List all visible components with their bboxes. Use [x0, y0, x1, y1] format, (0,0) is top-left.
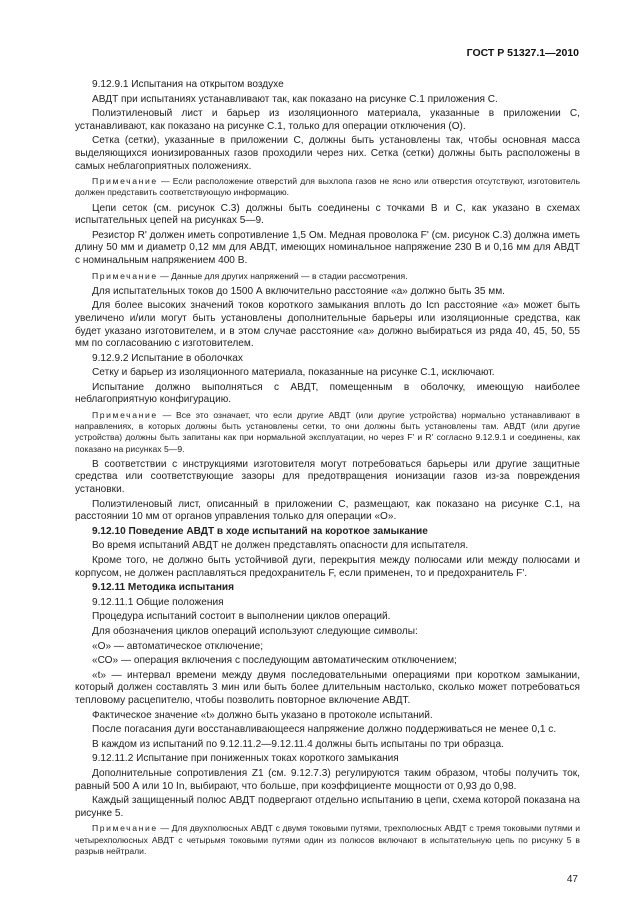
note — [75, 271, 580, 282]
paragraph: Полиэтиленовый лист и барьер из изоляционного материала, указанные в приложении С, устанавливают, как показано на рисунке С.1, только для операции отключения (О). — [75, 108, 580, 132]
note-label: Примечание — [92, 270, 158, 281]
paragraph: Резистор R' должен иметь сопротивление 1,5 Ом. Медная проволока F' (см. рисунок С.3) должна иметь длину 50 мм и диаметр 0,12 мм для АВДТ, имеющих номинальное напряжение 230 В и 0,16 мм для АВДТ с номинальным напряжением 400 В. — [75, 229, 580, 266]
note — [75, 176, 580, 198]
page-number: 47 — [566, 874, 578, 885]
paragraph: Фактическое значение «t» должно быть указано в протоколе испытаний. — [92, 709, 433, 721]
paragraph: Кроме того, не должно быть устойчивой дуги, перекрытия между полюсами или между полюсами и корпусом, не должен расплавляться предохранитель F, если применен, то и предохранитель F'. — [75, 555, 580, 579]
paragraph: АВДТ при испытаниях устанавливают так, как показано на рисунке С.1 приложения С. — [92, 93, 498, 105]
paragraph: В соответствии с инструкциями изготовителя могут потребоваться барьеры или другие защитные средства или соответствующие зазоры для предотвращения ионизации газов из-за повреждения установки. — [75, 458, 580, 496]
symbol-definition: «СО» — операция включения с последующим автоматическим отключением; — [92, 655, 457, 667]
note — [75, 410, 580, 455]
paragraph: Для обозначения циклов операций используют следующие символы: — [92, 626, 418, 638]
subsection-title: 9.12.11.1 Общие положения — [92, 596, 224, 608]
paragraph: Каждый защищенный полюс АВДТ подвергают отдельно испытанию в цепи, схема которой показана на рисунке 5. — [75, 795, 580, 819]
note-label: Примечание — [92, 823, 158, 834]
symbol-definition: «О» — автоматическое отключение; — [92, 640, 264, 652]
paragraph: Для испытательных токов до 1500 А включительно расстояние «а» должно быть 35 мм. — [92, 285, 505, 297]
note-text: — Все это означает, что если другие АВДТ (или другие устройства) нормально устанавливают в направлениях, в которых должны быть установлены сетки, то они должны быть установлены там. АВДТ (или другие устройства) должны быть запитаны как при нормальной эксплуатации, но через F' и R' согласно 9.12.9.1 и соединены, как показано на рисунках 5—9. — [75, 410, 580, 454]
paragraph: Для более высоких значений токов короткого замыкания вплоть до Icn расстояние «а» может быть увеличено и/или могут быть установлены дополнительные барьеры или изоляционные средства, как будет указано изготовителем, и в этом случае расстояние «а» должно выбираться из ряда 40, 45, 50, 55 мм по согласованию с изготовителем. — [75, 300, 580, 350]
symbol-definition: «t» — интервал времени между двумя последовательными операциями при коротком замыкании, который должен составлять 3 мин или быть более длительным настолько, сколько может потребоваться тепловому расцепителю, чтобы позволить повторное включение АВДТ. — [75, 669, 580, 706]
note-label: Примечание — [92, 410, 158, 421]
note-label: Примечание — [92, 176, 158, 187]
standard-header: ГОСТ Р 51327.1—2010 — [466, 47, 579, 59]
note — [75, 823, 580, 857]
paragraph: Сетка (сетки), указанные в приложении С, должны быть установлены так, чтобы основная масса выделяющихся ионизированных газов проходили через них. Сетка (сетки) должны быть расположены в самых неблагоприятных положениях. — [75, 135, 580, 172]
paragraph: После погасания дуги восстанавливающееся напряжение должно поддерживаться не менее 0,1 с. — [92, 724, 557, 736]
subsection-title: 9.12.11.2 Испытание при пониженных токах короткого замыкания — [92, 753, 399, 765]
paragraph: Во время испытаний АВДТ не должен представлять опасности для испытателя. — [92, 540, 469, 552]
subsection-title: 9.12.9.1 Испытания на открытом воздухе — [92, 79, 284, 90]
note-text: — Если расположение отверстий для выхлопа газов не ясно или отверстия отсутствуют, изготовитель должен представить соответствующую информацию. — [75, 176, 580, 198]
note-text: — Данные для других напряжений — в стадии рассмотрения. — [157, 270, 408, 281]
paragraph: Сетку и барьер из изоляционного материала, показанные на рисунке С.1, исключают. — [92, 367, 495, 379]
page-content — [75, 79, 580, 861]
paragraph: Цепи сеток (см. рисунок С.3) должны быть соединены с точками В и С, как указано в схемах испытательных цепей на рисунках 5—9. — [75, 202, 580, 227]
section-heading: 9.12.11 Методика испытания — [92, 582, 235, 594]
subsection-title: 9.12.9.2 Испытание в оболочках — [92, 352, 243, 364]
paragraph: Испытание должно выполняться с АВДТ, помещенным в оболочку, имеющую наиболее неблагоприятную конфигурацию. — [75, 381, 580, 406]
paragraph: Полиэтиленовый лист, описанный в приложении С, размещают, как показано на рисунке С.1, на расстоянии 10 мм от органов управления только для операции «О». — [75, 498, 580, 523]
section-heading: 9.12.10 Поведение АВДТ в ходе испытаний на короткое замыкание — [92, 525, 428, 537]
paragraph: Дополнительные сопротивления Z1 (см. 9.12.7.3) регулируются таким образом, чтобы получить ток, равный 500 А или 10 In, выбирают, что больше, при коэффициенте мощности от 0,93 до 0,98. — [75, 767, 580, 792]
paragraph: В каждом из испытаний по 9.12.11.2—9.12.11.4 должны быть испытаны по три образца. — [92, 738, 504, 750]
paragraph: Процедура испытаний состоит в выполнении циклов операций. — [92, 611, 391, 623]
note-text: — Для двухполюсных АВДТ с двумя токовыми путями, трехполюсных АВДТ с тремя токовыми путями и четырехполюсных АВДТ с четырьмя токовыми путями один из полюсов включают в испытательную цепь по рисунку 5 в разрыв нейтрали. — [75, 823, 580, 856]
